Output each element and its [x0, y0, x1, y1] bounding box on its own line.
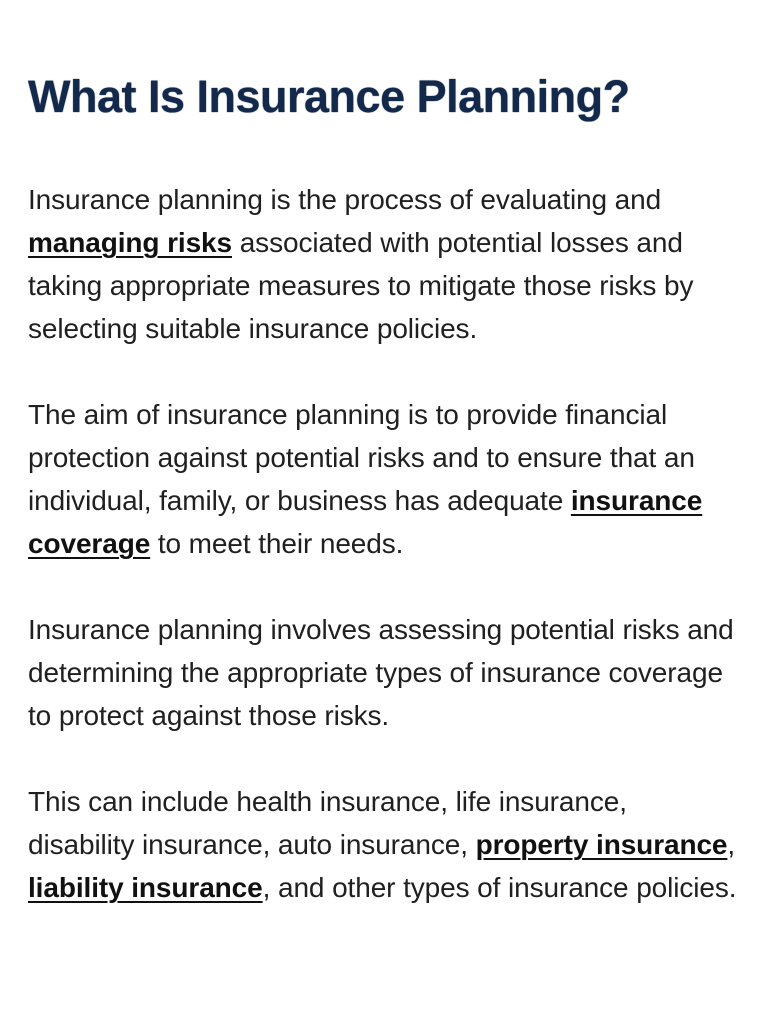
- paragraph-definition: [28, 178, 740, 350]
- paragraph-text: to meet their needs.: [150, 528, 404, 559]
- paragraph-text: The aim of insurance planning is to provide financial protection against potential risks and to ensure that an individual, family, or business has adequate: [28, 399, 695, 516]
- link-liability-insurance[interactable]: liability insurance: [28, 872, 263, 903]
- link-managing-risks[interactable]: managing risks: [28, 227, 233, 258]
- paragraph-text: , and other types of insurance policies.: [262, 872, 737, 903]
- link-insurance-coverage[interactable]: insurance coverage: [28, 485, 703, 559]
- paragraph-text: ,: [727, 829, 736, 860]
- paragraph-text: Insurance planning involves assessing potential risks and determining the appropriate types of insurance coverage to protect against those risks.: [28, 614, 734, 731]
- paragraph-types: [28, 780, 740, 909]
- page-title: What Is Insurance Planning?: [28, 71, 630, 122]
- paragraph-assessment: [28, 608, 740, 737]
- paragraph-aim: [28, 393, 740, 565]
- paragraph-text: This can include health insurance, life insurance, disability insurance, auto insurance,: [28, 786, 627, 860]
- paragraph-text: associated with potential losses and taking appropriate measures to mitigate those risks by selecting suitable insurance policies.: [28, 227, 694, 344]
- link-property-insurance[interactable]: property insurance: [475, 829, 728, 860]
- paragraph-text: Insurance planning is the process of evaluating and: [28, 184, 662, 215]
